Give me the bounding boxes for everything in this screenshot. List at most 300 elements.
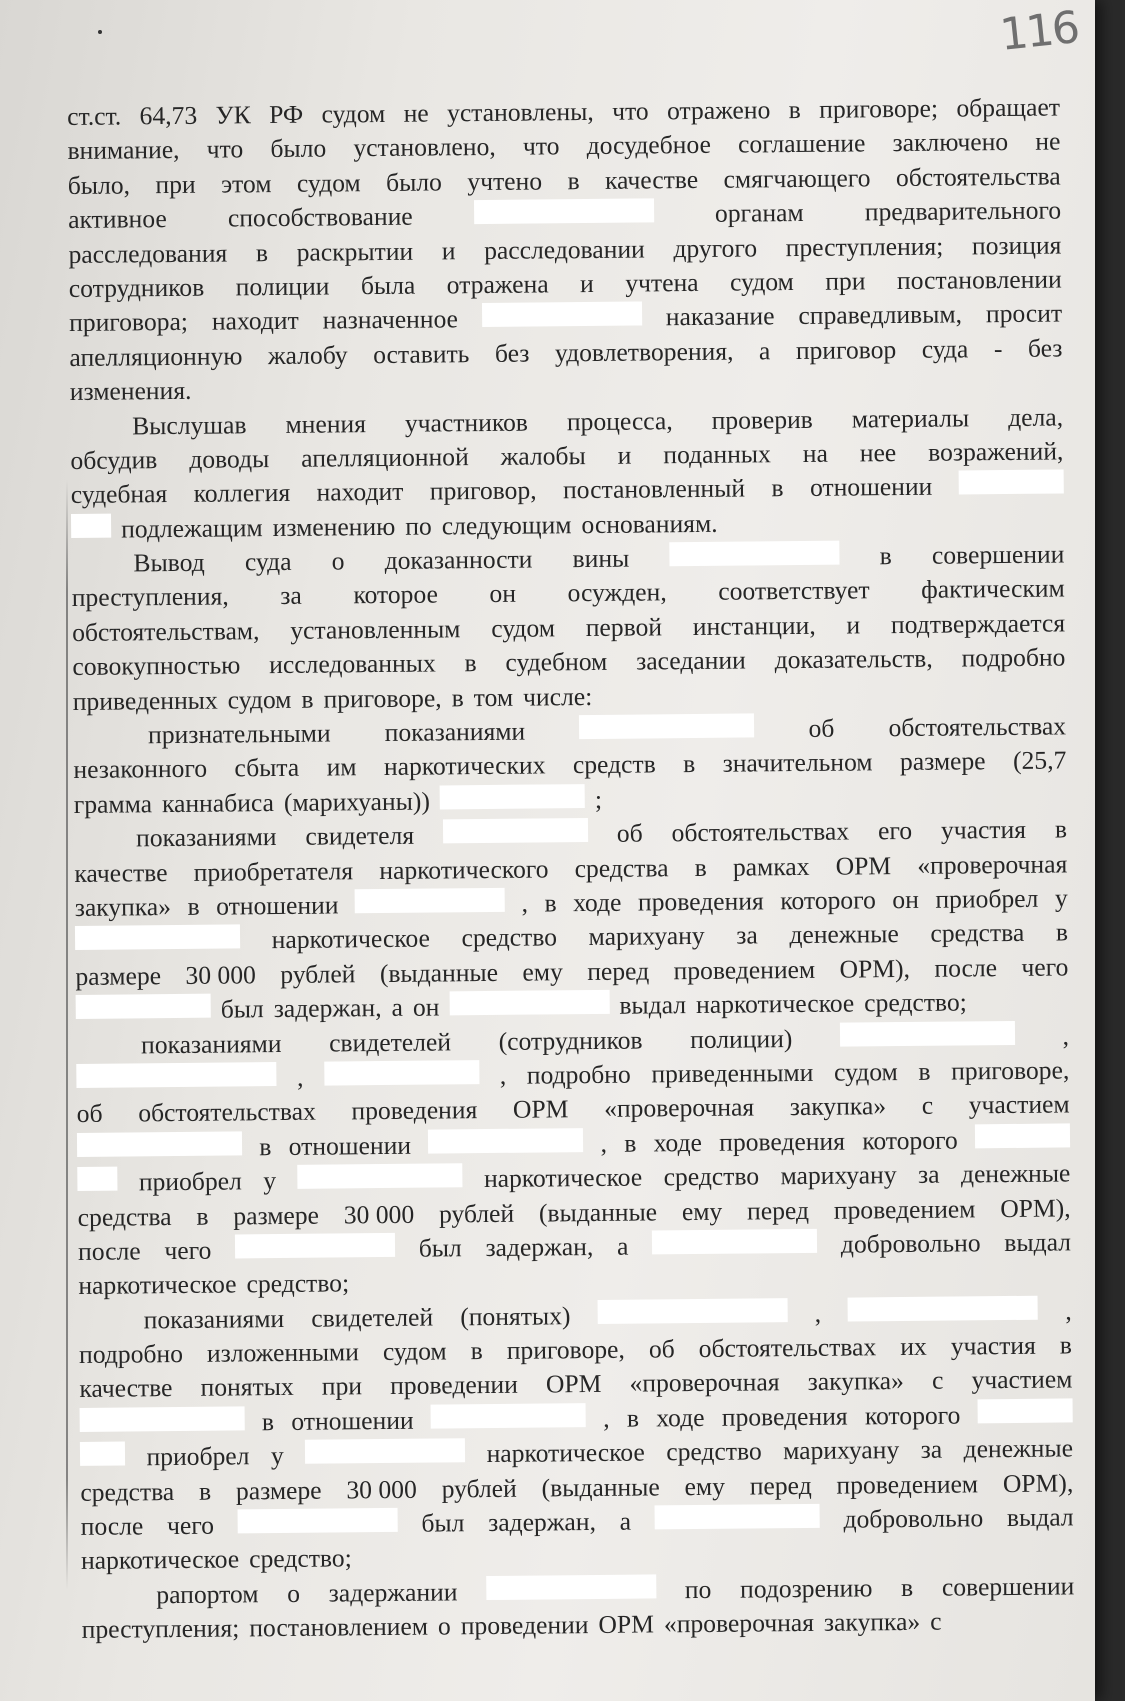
word: проведением [673,954,816,985]
word: приобрел [935,883,1039,914]
word: за [736,920,758,950]
word: соответствует [718,575,870,607]
word: которого [862,1125,958,1156]
word: которого [780,885,876,916]
word: выдал [1004,1227,1072,1257]
word: показаниями [143,1303,285,1334]
word: находит [211,306,299,336]
word: проведения [351,1095,478,1126]
word: закупка» [789,1091,887,1122]
word: задержан, [487,1507,597,1538]
redaction-box [77,1167,117,1191]
word: чего [1021,952,1069,982]
word: в [255,237,269,267]
word: - [993,333,1003,363]
word: обстоятельствах [671,816,850,848]
redaction-box [449,990,609,1016]
redaction-box [848,1295,1038,1321]
word: проведении [460,1610,589,1641]
word: об [616,818,643,848]
word: просит [985,298,1063,329]
word: Выслушав [131,409,247,440]
word: по [684,1574,712,1604]
word: приведенных [72,685,218,716]
word: преступления, [71,581,229,613]
word: чего [166,1510,215,1541]
word: в [301,684,314,714]
word: (выданные [538,1196,658,1228]
word: инстанции, [692,610,816,641]
word: значительном [722,747,873,779]
word: качестве [79,1373,173,1404]
redaction-box [80,1406,245,1432]
word: была [360,270,416,301]
word: в [1055,917,1069,947]
word: с [921,1091,934,1121]
word: за [920,1434,943,1465]
word: в [470,1336,483,1366]
word: понятых [200,1372,294,1403]
word: 30 000 [346,1474,417,1505]
redaction-box [669,541,839,567]
redaction-box [71,513,111,537]
word: , [814,1298,822,1328]
word: и [846,610,861,640]
word: подробно [526,1059,631,1090]
word: в [567,165,580,195]
word: чего [164,1235,212,1266]
word: наркотическое [695,988,855,1020]
word: «проверочная [629,1367,780,1399]
word: подлежащим [120,512,263,544]
redaction-box [431,1403,586,1428]
word: у [1054,883,1068,913]
redaction-box [959,470,1064,495]
word: после [934,952,998,983]
margin-fold-line [66,480,68,1590]
word: доказанности [384,544,533,576]
word: в [1054,814,1068,844]
word: о [287,1578,301,1608]
word: (марихуаны)) [283,786,431,817]
word: на [802,438,828,468]
word: материалы [851,402,970,433]
redaction-box [76,994,211,1019]
word: приобрел [138,1166,242,1197]
word: в [788,94,801,125]
word: которое [353,579,439,610]
word: с [930,1606,942,1636]
word: им [326,752,357,782]
word: позиция [971,230,1062,260]
word: ОРМ), [839,953,911,984]
word: за [280,581,302,611]
word: закупка» [74,892,172,922]
word: учтено [467,166,543,196]
word: перед [746,1195,810,1226]
word: средства [77,1201,172,1232]
word: мнения [285,408,367,439]
word: обстоятельствах [888,711,1067,743]
word: проведения [721,1401,848,1432]
redaction-box [76,1062,276,1088]
word: наркотических [383,750,546,782]
word: средства [80,1476,175,1507]
word: свидетелей [328,1026,452,1058]
word: преступления; [81,1613,240,1645]
word: ходе [656,1402,705,1433]
redaction-box [80,1442,125,1466]
word: , [521,888,529,918]
word: закупка» [807,1366,905,1397]
word: отношении [216,890,339,921]
word: марихуану [588,921,705,952]
word: способствование [227,201,413,233]
paragraph [79,1294,1075,1579]
word: в [259,1131,272,1161]
word: обстоятельства [895,161,1061,192]
word: и [617,440,632,470]
word: «проверочная [603,1092,755,1124]
word: что [611,96,649,126]
word: а [619,1506,632,1536]
word: он [412,992,440,1022]
word: после [80,1511,144,1541]
word: вины [572,543,630,574]
redaction-box [597,1298,787,1324]
word: , [499,1060,507,1090]
word: исследованных [269,648,436,680]
word: РФ [268,99,304,130]
word: обстоятельствах [698,1332,877,1364]
word: оставить [372,338,470,369]
word: ОРМ [598,1609,655,1640]
word: отражена [446,269,549,300]
word: другого [673,232,758,263]
word: в [464,648,477,678]
redaction-box [482,302,642,328]
word: установлено, [353,132,496,163]
word: средства [930,918,1025,949]
word: доказательств, [774,643,933,675]
word: заключено [892,127,1009,158]
word: задержан, [273,993,382,1024]
word: обстоятельствах [138,1096,316,1128]
word: качестве [604,164,699,195]
punch-mark [98,30,102,34]
redaction-box [655,1504,820,1530]
word: в [544,888,557,918]
word: приговор [795,334,897,365]
word: незаконного [73,754,208,785]
paragraph [73,709,1067,822]
word: подробно [78,1339,184,1370]
redaction-box [440,784,585,809]
word: (выданные [541,1471,660,1503]
word: средство [666,1436,762,1467]
word: ОРМ [512,1094,569,1125]
word: средство [663,1161,760,1192]
word: было [270,133,327,164]
redaction-box [977,1398,1072,1423]
word: средство; [246,1268,350,1299]
paragraph [70,400,1064,547]
word: подтверждается [890,608,1066,639]
word: активное [68,204,167,235]
word: справедливым, [798,299,963,331]
word: , [1065,1296,1072,1326]
word: денежные [789,919,899,950]
word: не [1035,126,1061,157]
word: осужден, [567,577,667,608]
word: в [624,1128,637,1158]
word: без [494,338,530,368]
word: проведением [836,1468,979,1500]
word: проведения [719,1126,846,1157]
word: смягчающего [723,163,871,194]
word: 30 000 [343,1199,415,1229]
word: в [694,852,707,882]
word: он [489,579,517,609]
word: размере [233,1200,320,1230]
word: УК [215,100,251,130]
word: основаниям. [581,508,718,539]
word: ходе [573,887,622,918]
word: при [155,169,196,199]
word: полиции [235,271,330,302]
paragraph [74,813,1069,1029]
redaction-box [975,1123,1070,1148]
word: о [437,1611,451,1641]
word: размере [75,960,162,991]
word: жалобы [500,440,586,471]
word: рапортом [156,1579,259,1610]
word: денежные [960,1158,1071,1189]
word: в [187,891,200,921]
word: ему [681,1196,723,1226]
word: дела, [1007,401,1064,432]
redaction-box [297,1163,462,1189]
word: а [391,992,404,1023]
word: постановленный [562,473,746,505]
redaction-box [840,1020,1015,1046]
word: нее [859,437,897,468]
word: каннабиса [161,787,275,818]
word: ходе [653,1127,703,1158]
word: совокупностью [72,650,241,682]
word: фактическим [921,573,1065,605]
word: в [771,473,784,503]
word: расследования [68,238,228,269]
word: наказание [665,301,775,332]
word: участием [971,1364,1073,1395]
word: этом [220,168,272,199]
word: участия [950,1330,1036,1361]
word: при [321,1371,363,1402]
word: размере [235,1475,322,1506]
word: наркотическое [80,1544,240,1576]
redaction-box [474,199,654,225]
word: предварительного [864,195,1062,227]
word: в [451,682,464,712]
word: совершении [941,1571,1075,1602]
word: об [648,1334,675,1364]
word: наркотическое [271,923,431,955]
word: был [418,1233,462,1263]
word: постановлении [896,264,1062,295]
word: задержании [328,1577,458,1608]
word: о [331,546,345,576]
word: рублей [280,959,356,989]
word: показаниями [140,1028,282,1059]
word: выдал [619,990,687,1020]
word: приговоре; [819,93,939,124]
word: «проверочная [917,849,1068,880]
word: апелляционной [301,442,469,473]
word: ОРМ [545,1369,602,1399]
word: добровольно [840,1228,981,1259]
word: добровольно [843,1503,984,1534]
word: (сотрудников [498,1025,643,1056]
redaction-box [486,1574,656,1600]
word: показаниями [135,822,277,853]
word: проведением [833,1193,976,1225]
word: в [1059,1330,1073,1360]
word: свидетелей [311,1302,434,1333]
word: назначенное [322,304,459,335]
word: наркотическое [483,1162,643,1194]
word: в [918,1056,931,1086]
word: 30 000 [185,959,256,990]
word: приведенными [651,1057,814,1089]
word: он [892,884,919,915]
word: наркотического [379,854,549,885]
word: денежные [963,1433,1074,1464]
word: марихуану [783,1435,900,1466]
word: рублей [438,1198,515,1228]
word: ; [594,784,603,814]
redaction-box [238,1508,398,1534]
word: рамках [732,851,810,882]
word: сбыта [234,753,300,783]
word: и [441,235,456,265]
word: и [579,268,594,299]
word: проведении [389,1370,518,1401]
word: что [206,134,244,165]
word: ему [522,957,563,987]
word: установлены, [446,96,594,128]
word: приговор, [429,475,537,506]
word: размере [899,746,986,777]
word: расследовании [483,234,645,265]
word: раскрытии [296,236,414,267]
word: в [261,1406,275,1437]
word: (понятых) [460,1300,571,1331]
word: судебном [505,647,608,678]
word: приговоре, [506,1334,625,1365]
word: был [421,1508,465,1538]
word: приобрел [146,1441,250,1472]
word: заседании [635,645,746,676]
word: их [900,1331,927,1362]
word: наркотическое [78,1269,237,1301]
word: находит [316,477,404,507]
word: судом [296,167,361,198]
word: жалобу [267,340,348,370]
word: изменения. [69,375,192,407]
word: судом [321,98,386,129]
word: внимание, [67,135,180,166]
word: задержан, [485,1231,594,1262]
word: что [522,131,560,162]
word: закупка» [823,1607,921,1637]
word: участием [968,1089,1070,1120]
word: у [270,1441,284,1471]
word: , [603,1403,610,1433]
word: перед [587,956,650,986]
word: об [76,1099,103,1129]
redaction-box [324,1060,479,1085]
word: показаниями [384,716,526,748]
word: , [600,1128,608,1158]
word: числе: [522,681,593,712]
word: при [825,266,866,296]
word: об [808,713,835,743]
word: том [473,682,514,712]
word: участников [404,407,529,438]
word: 64,73 [139,100,198,131]
word: после [77,1236,141,1266]
word: «проверочная [663,1608,815,1639]
word: отношении [288,1130,412,1161]
word: судом [491,613,556,643]
page-number: 116 [997,2,1081,61]
word: было, [67,170,131,200]
word: средство [461,922,558,953]
word: возражений, [928,436,1064,467]
word: приговоре, [951,1055,1070,1086]
word: ОРМ), [1000,1192,1071,1223]
word: отражено [666,95,771,126]
word: участия [940,815,1027,845]
word: апелляционную [69,341,243,372]
word: Вывод [133,547,205,578]
paragraph [81,1569,1075,1647]
word: было [385,167,443,197]
word: в [900,1572,914,1602]
word: изложенными [206,1337,360,1368]
word: , [296,1062,304,1092]
word: следующим [441,509,572,541]
word: был [220,994,264,1024]
document-body [67,90,1075,1647]
redaction-box [77,1131,242,1157]
word: подозрению [739,1573,873,1604]
paragraph [76,1019,1072,1304]
word: его [877,816,913,846]
paragraph [67,90,1063,409]
word: рублей [441,1473,517,1504]
word: в [196,1201,209,1231]
word: средства [574,852,669,883]
word: приговора; [68,307,189,338]
word: отношении [291,1405,414,1436]
word: марихуану [780,1160,897,1191]
word: соглашение [737,128,866,159]
word: судом [833,1057,898,1087]
word: приговоре, [323,683,442,714]
word: с [931,1366,944,1396]
